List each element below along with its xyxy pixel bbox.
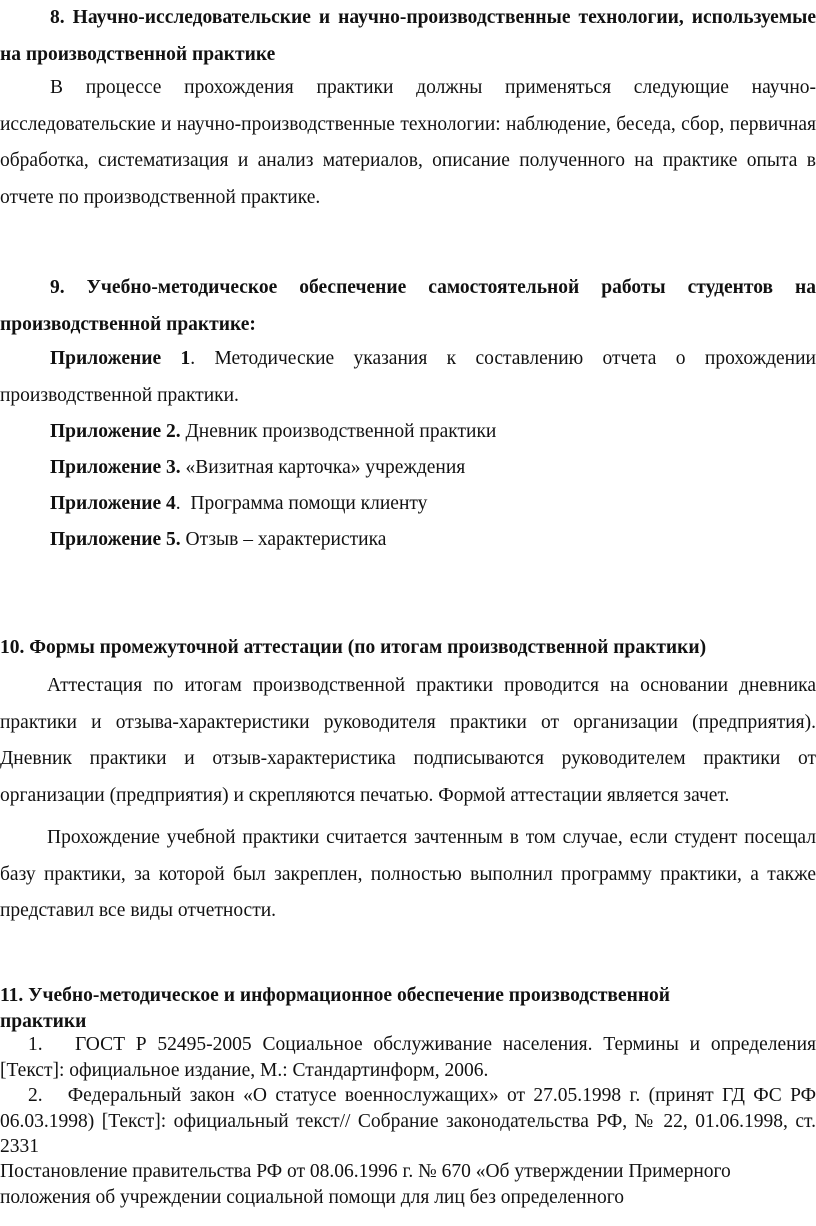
appendix-5 — [50, 522, 816, 558]
appendix-label: Приложение 5. — [50, 529, 181, 550]
reference-number: 1. — [28, 1034, 43, 1055]
appendix-text: . Методические указания к составлению отчета о прохождении производственной практики. — [0, 348, 816, 406]
appendix-2 — [50, 414, 816, 450]
section-10-paragraph-2: Прохождение учебной практики считается зачтенным в том случае, если студент посещал базу практики, за которой был закреплен, полностью выполнил программу практики, а также представил все виды отчетности. — [0, 827, 816, 921]
reference-text: Федеральный закон «О статусе военнослужащих» от 27.05.1998 г. (принят ГД ФС РФ 06.03.1998) [Текст]: официальный текст// Собрание законодательства РФ, № 22, 01.06.1998, ст. 2331 — [0, 1085, 816, 1157]
appendix-3 — [50, 450, 816, 486]
section-11-heading: 11. Учебно-методическое и информационное обеспечение производственной практики — [0, 985, 671, 1032]
reference-item — [0, 1083, 816, 1160]
trailing-text: Постановление правительства РФ от 08.06.1996 г. № 670 «Об утверждении Примерного положения об учреждении социальной помощи для лиц без определенного — [0, 1161, 731, 1208]
section-8-paragraph: В процессе прохождения практики должны применяться следующие научно-исследовательские и научно-производственные технологии: наблюдение, беседа, сбор, первичная обработка, систематизация и анализ материалов, описание полученного на практике опыта в отчете по производственной практике. — [0, 77, 816, 208]
reference-number: 2. — [28, 1085, 43, 1106]
appendix-text: Дневник производственной практики — [180, 421, 497, 442]
appendix-label: Приложение 4 — [50, 493, 176, 514]
appendix-text: «Визитная карточка» учреждения — [180, 457, 466, 478]
appendix-label: Приложение 2. — [50, 421, 181, 442]
appendix-text: . Программа помощи клиенту — [175, 493, 428, 514]
appendix-1 — [0, 341, 816, 414]
appendix-4 — [50, 486, 816, 522]
appendix-text: Отзыв – характеристика — [180, 529, 387, 550]
appendix-label: Приложение 1 — [50, 348, 191, 369]
section-10-paragraph-1: Аттестация по итогам производственной практики проводится на основании дневника практики и отзыва-характеристики руководителя практики от организации (предприятия). Дневник практики и отзыв-характеристика подписываются руководителем практики от организации (предприятия) и скрепляются печатью. Формой аттестации является зачет. — [0, 675, 816, 806]
section-10-heading: 10. Формы промежуточной аттестации (по итогам производственной практики) — [0, 637, 707, 658]
section-8-heading: 8. Научно-исследовательские и научно-производственные технологии, используемые на производственной практике — [0, 7, 816, 65]
section-9-heading: 9. Учебно-методическое обеспечение самостоятельной работы студентов на производственной практике: — [0, 277, 816, 335]
reference-text: ГОСТ Р 52495-2005 Социальное обслуживание населения. Термины и определения [Текст]: официальное издание, М.: Стандартинформ, 2006. — [0, 1034, 816, 1081]
appendix-label: Приложение 3. — [50, 457, 181, 478]
reference-item — [0, 1032, 816, 1083]
